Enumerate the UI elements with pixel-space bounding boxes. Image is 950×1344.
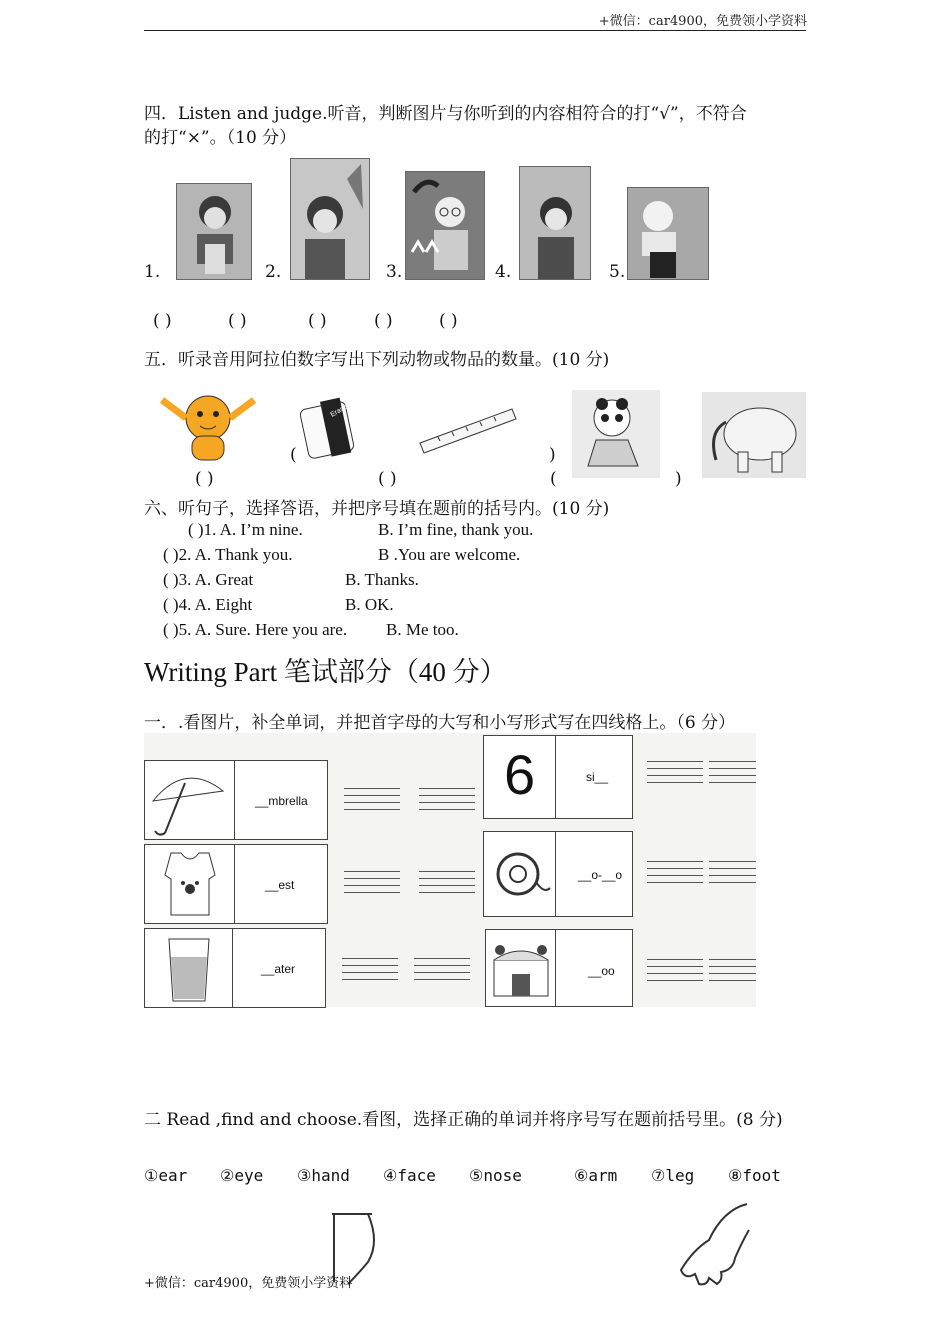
word-cell-zoo bbox=[555, 929, 633, 1007]
s5-paren-panda-open: ( bbox=[550, 469, 557, 489]
six-picture bbox=[483, 735, 557, 819]
eraser-label: Eraser bbox=[329, 402, 351, 419]
picture-girl-sitting bbox=[627, 187, 709, 280]
section6-title: 六、听句子，选择答语，并把序号填在题前的括号内。(10 分) bbox=[144, 499, 610, 519]
word-cell-six bbox=[555, 735, 633, 819]
zoo-picture bbox=[485, 929, 557, 1007]
s4-number-2: 2. bbox=[265, 262, 282, 282]
word-cell-water bbox=[232, 928, 326, 1008]
umbrella-picture bbox=[144, 760, 236, 840]
writing-part-title: Writing Part 笔试部分（40 分） bbox=[144, 657, 507, 687]
s6-q1-b: B. I’m fine, thank you. bbox=[378, 520, 534, 539]
s4-paren-4: ( ) bbox=[374, 311, 393, 331]
word-cell-vest bbox=[234, 844, 328, 924]
s6-q3-b: B. Thanks. bbox=[345, 570, 419, 589]
digit-six: 6 bbox=[504, 743, 536, 806]
s5-paren-eraser-open: ( bbox=[290, 445, 297, 465]
s6-q4-b: B. OK. bbox=[345, 595, 394, 614]
vest-picture bbox=[144, 844, 236, 924]
picture-hand bbox=[673, 1200, 753, 1288]
picture-boy-sitting bbox=[176, 183, 252, 280]
s5-paren-ruler: ( ) bbox=[378, 469, 397, 489]
yoyo-picture bbox=[483, 831, 557, 917]
footer-text: +微信：car4900，免费领小学资料 bbox=[144, 1276, 353, 1291]
s4-paren-1: ( ) bbox=[153, 311, 172, 331]
w2-option-leg: ⑦leg bbox=[651, 1166, 695, 1185]
four-lines-2b[interactable] bbox=[419, 871, 475, 899]
picture-boy-glasses bbox=[405, 171, 485, 280]
word-grid bbox=[144, 733, 756, 1007]
picture-panda bbox=[572, 390, 660, 478]
s4-paren-2: ( ) bbox=[228, 311, 247, 331]
s4-number-5: 5. bbox=[609, 262, 626, 282]
w2-option-eye: ②eye bbox=[220, 1166, 264, 1185]
s6-q4-a: ( )4. A. Eight bbox=[163, 595, 253, 614]
s6-q2-b: B .You are welcome. bbox=[378, 545, 521, 564]
four-lines-4a[interactable] bbox=[647, 761, 703, 789]
water-picture bbox=[144, 928, 234, 1008]
four-lines-1a[interactable] bbox=[344, 788, 400, 816]
w2-option-ear: ①ear bbox=[144, 1166, 188, 1185]
s6-q5-a: ( )5. A. Sure. Here you are. bbox=[163, 620, 348, 639]
s6-q5-b: B. Me too. bbox=[386, 620, 459, 639]
four-lines-2a[interactable] bbox=[344, 871, 400, 899]
four-lines-3b[interactable] bbox=[414, 958, 470, 986]
picture-boy-standing bbox=[519, 166, 591, 280]
picture-elephant bbox=[702, 392, 806, 478]
word-vest: __est bbox=[265, 878, 295, 892]
four-lines-3a[interactable] bbox=[342, 958, 398, 986]
word-zoo: __oo bbox=[588, 964, 615, 978]
s5-paren-ruler-close: ) bbox=[549, 445, 556, 465]
picture-boy-waving bbox=[290, 158, 370, 280]
four-lines-6b[interactable] bbox=[709, 959, 756, 987]
word-cell-yoyo bbox=[555, 831, 633, 917]
s4-number-3: 3. bbox=[386, 262, 403, 282]
s5-paren-tiger: ( ) bbox=[195, 469, 214, 489]
w2-option-hand: ③hand bbox=[297, 1166, 350, 1185]
section4-line1: 四．Listen and judge.听音，判断图片与你听到的内容相符合的打“√”，不符合 bbox=[144, 104, 747, 124]
section4-line2: 的打“×”。（10 分） bbox=[144, 128, 297, 148]
picture-ruler bbox=[418, 405, 518, 455]
four-lines-5a[interactable] bbox=[647, 861, 703, 889]
word-umbrella: __mbrella bbox=[255, 794, 308, 808]
picture-tiger bbox=[156, 388, 260, 468]
picture-eraser bbox=[300, 397, 355, 462]
w2-option-face: ④face bbox=[383, 1166, 436, 1185]
four-lines-4b[interactable] bbox=[709, 761, 756, 789]
word-yoyo: __o-__o bbox=[578, 868, 623, 882]
s5-paren-panda-close: ) bbox=[675, 469, 682, 489]
w2-option-arm: ⑥arm bbox=[574, 1166, 618, 1185]
w2-option-nose: ⑤nose bbox=[469, 1166, 522, 1185]
w2-title: 二 Read ,find and choose.看图，选择正确的单词并将序号写在题前括号里。(8 分) bbox=[144, 1110, 783, 1130]
s6-q2-a: ( )2. A. Thank you. bbox=[163, 545, 293, 564]
word-six: si__ bbox=[586, 770, 609, 784]
word-cell-umbrella bbox=[234, 760, 328, 840]
s6-q1-a: ( )1. A. I’m nine. bbox=[188, 520, 303, 539]
four-lines-1b[interactable] bbox=[419, 788, 475, 816]
s4-paren-3: ( ) bbox=[308, 311, 327, 331]
s4-number-1: 1. bbox=[144, 262, 161, 282]
s6-q3-a: ( )3. A. Great bbox=[163, 570, 254, 589]
word-water: __ater bbox=[261, 962, 296, 976]
four-lines-5b[interactable] bbox=[709, 861, 756, 889]
header-rule bbox=[144, 30, 806, 31]
header-text: +微信：car4900，免费领小学资料 bbox=[598, 14, 807, 29]
four-lines-6a[interactable] bbox=[647, 959, 703, 987]
s4-number-4: 4. bbox=[495, 262, 512, 282]
w2-option-foot: ⑧foot bbox=[728, 1166, 781, 1185]
section5-title: 五．听录音用阿拉伯数字写出下列动物或物品的数量。(10 分) bbox=[144, 350, 610, 370]
s4-paren-5: ( ) bbox=[439, 311, 458, 331]
w1-title: 一．.看图片，补全单词，并把首字母的大写和小写形式写在四线格上。（6 分） bbox=[144, 713, 736, 733]
